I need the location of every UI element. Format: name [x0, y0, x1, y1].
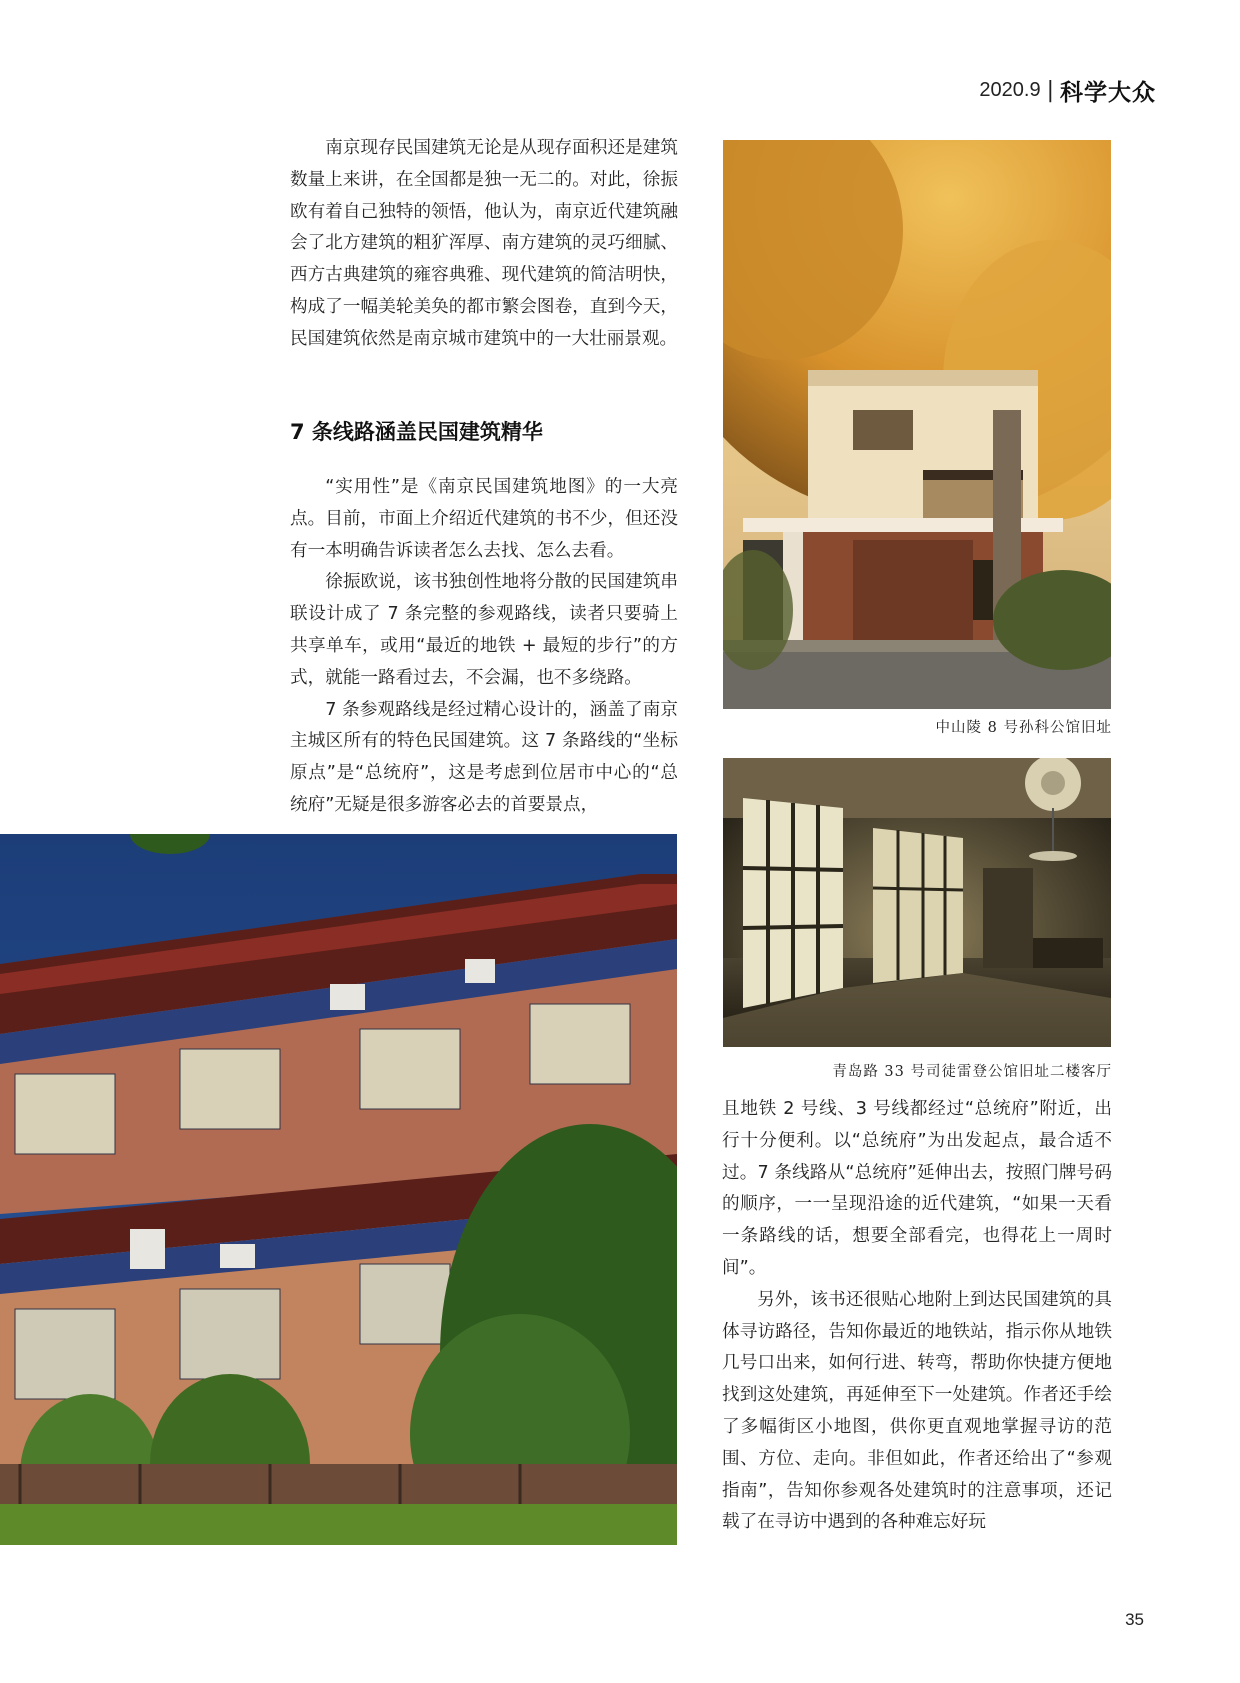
photo-caption: 中山陵 8 号孙科公馆旧址 [935, 720, 1112, 736]
paragraph: 南京现存民国建筑无论是从现存面积还是建筑数量上来讲，在全国都是独一无二的。对此，徐振欧有着自己独特的领悟，他认为，南京近代建筑融会了北方建筑的粗犷浑厚、南方建筑的灵巧细腻、西方古典建筑的雍容典雅、现代建筑的简洁明快，构成了一幅美轮美奂的都市繁会图卷，直到今天，民国建筑依然是南京城市建筑中的一大壮丽景观。 [290, 138, 678, 349]
continued-text [722, 1094, 1112, 1539]
page-header [979, 74, 1156, 106]
magazine-logo: 科学大众 [1060, 78, 1156, 106]
paragraph: 徐振欧说，该书独创性地将分散的民国建筑串联设计成了 7 条完整的参观路线，读者只要骑上共享单车，或用“最近的地铁 + 最短的步行”的方式，就能一路看过去，不会漏，也不多绕路。 [290, 572, 678, 688]
photo-sun-ke-residence [723, 140, 1111, 709]
header-separator: | [1046, 77, 1054, 103]
page-number: 35 [1125, 1610, 1144, 1629]
photo-republic-era-building [0, 834, 677, 1545]
section-text [290, 472, 678, 822]
paragraph: 7 条参观路线是经过精心设计的，涵盖了南京主城区所有的特色民国建筑。这 7 条路线的“坐标原点”是“总统府”，这是考虑到位居市中心的“总统府”无疑是很多游客必去的首要景点， [290, 699, 678, 815]
paragraph: 另外，该书还很贴心地附上到达民国建筑的具体寻访路径，告知你最近的地铁站，指示你从地铁几号口出来，如何行进、转弯，帮助你快捷方便地找到这处建筑，再延伸至下一处建筑。作者还手绘了多幅街区小地图，供你更直观地掌握寻访的范围、方位、走向。非但如此，作者还给出了“参观指南”，告知你参观各处建筑时的注意事项，还记载了在寻访中遇到的各种难忘好玩 [722, 1289, 1112, 1533]
section-heading: 7 条线路涵盖民国建筑精华 [290, 420, 543, 444]
paragraph: 且地铁 2 号线、3 号线都经过“总统府”附近，出行十分便利。以“总统府”为出发起点，最合适不过。7 条线路从“总统府”延伸出去，按照门牌号码的顺序，一一呈现沿途的近代建筑，“如果一天看一条路线的话，想要全部看完，也得花上一周时间”。 [722, 1099, 1112, 1278]
issue-date: 2020.9 [979, 78, 1041, 101]
paragraph: “实用性”是《南京民国建筑地图》的一大亮点。目前，市面上介绍近代建筑的书不少，但还没有一本明确告诉读者怎么去找、怎么去看。 [290, 477, 678, 561]
photo-stuart-residence-interior [723, 758, 1111, 1047]
intro-text [290, 133, 678, 356]
photo-caption: 青岛路 33 号司徒雷登公馆旧址二楼客厅 [832, 1064, 1112, 1080]
